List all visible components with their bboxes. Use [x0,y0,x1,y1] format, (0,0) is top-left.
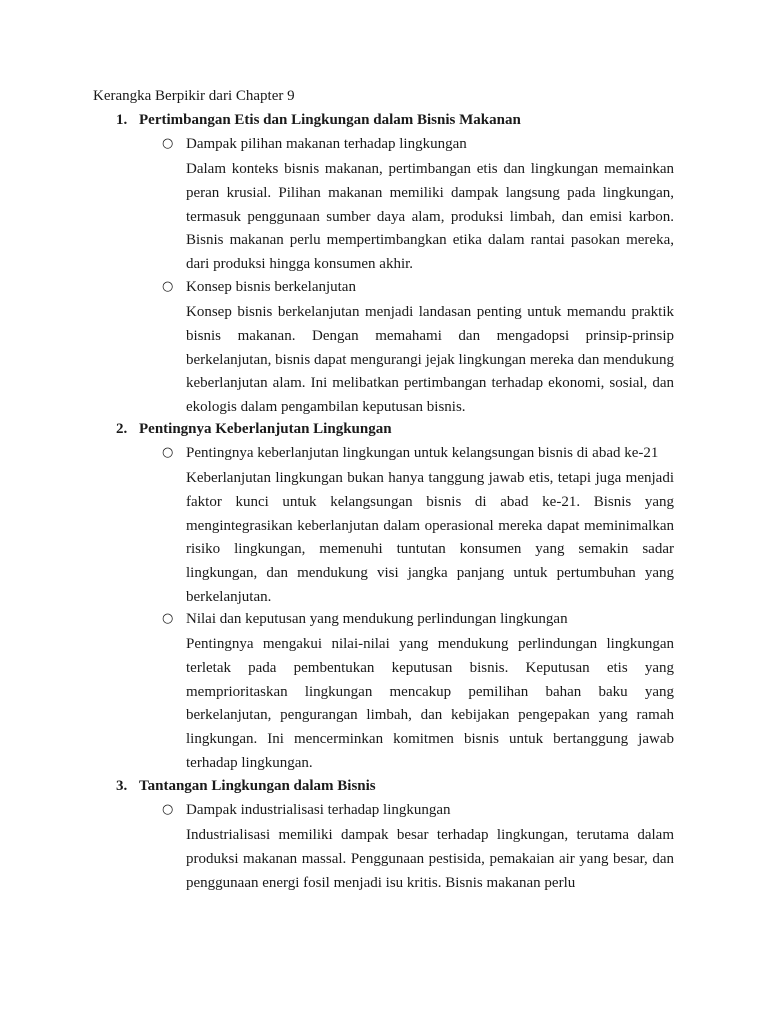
section-title: Tantangan Lingkungan dalam Bisnis [139,778,376,794]
subsection-heading: Dampak industrialisasi terhadap lingkungan [186,802,451,818]
circle-bullet-icon: ○ [162,445,174,460]
section-number: 2. [116,421,128,437]
section-number: 3. [116,778,128,794]
circle-bullet-icon: ○ [162,136,174,151]
circle-bullet-icon: ○ [162,279,174,294]
section-title: Pertimbangan Etis dan Lingkungan dalam Bisnis Makanan [139,112,521,128]
subsection-paragraph: Dalam konteks bisnis makanan, pertimbangan etis dan lingkungan memainkan peran krusial. Pilihan makanan memiliki dampak langsung pada lingkungan, termasuk penggunaan sumber daya alam, produksi limbah, dan emisi karbon. Bisnis makanan perlu mempertimbangkan etika dalam rantai pasokan mereka, dari produksi hingga konsumen akhir. [186,161,674,273]
subsection-heading: Konsep bisnis berkelanjutan [186,279,356,295]
subsection-heading: Pentingnya keberlanjutan lingkungan untuk kelangsungan bisnis di abad ke-21 [186,445,659,461]
circle-bullet-icon: ○ [162,802,174,817]
subsection-paragraph: Keberlanjutan lingkungan bukan hanya tanggung jawab etis, tetapi juga menjadi faktor kunci untuk kelangsungan bisnis di abad ke-21. Bisnis yang mengintegrasikan keberlanjutan dalam operasional mereka dapat meminimalkan risiko lingkungan, memenuhi tuntutan konsumen yang semakin sadar lingkungan, dan mendukung visi jangka panjang untuk pertumbuhan yang berkelanjutan. [186,470,674,605]
subsection-paragraph: Industrialisasi memiliki dampak besar terhadap lingkungan, terutama dalam produksi makanan massal. Penggunaan pestisida, pemakaian air yang besar, dan penggunaan energi fosil menjadi isu kritis. Bisnis makanan perlu [186,827,674,891]
section-number: 1. [116,112,128,128]
subsection-heading: Nilai dan keputusan yang mendukung perlindungan lingkungan [186,611,568,627]
document-title: Kerangka Berpikir dari Chapter 9 [93,88,295,104]
subsection-heading: Dampak pilihan makanan terhadap lingkungan [186,136,467,152]
subsection-paragraph: Konsep bisnis berkelanjutan menjadi landasan penting untuk memandu praktik bisnis makanan. Dengan memahami dan mengadopsi prinsip-prinsip berkelanjutan, bisnis dapat mengurangi jejak lingkungan mereka dan mendukung keberlanjutan alam. Ini melibatkan pertimbangan terhadap ekonomi, sosial, dan ekologis dalam pengambilan keputusan bisnis. [186,304,674,416]
circle-bullet-icon: ○ [162,611,174,626]
section-title: Pentingnya Keberlanjutan Lingkungan [139,421,392,437]
subsection-paragraph: Pentingnya mengakui nilai-nilai yang mendukung perlindungan lingkungan terletak pada pembentukan keputusan bisnis. Keputusan etis yang memprioritaskan lingkungan mencakup pemilihan bahan baku yang berkelanjutan, pengurangan limbah, dan kebijakan pengepakan yang ramah lingkungan. Ini mencerminkan komitmen bisnis untuk bertanggung jawab terhadap lingkungan. [186,636,674,771]
